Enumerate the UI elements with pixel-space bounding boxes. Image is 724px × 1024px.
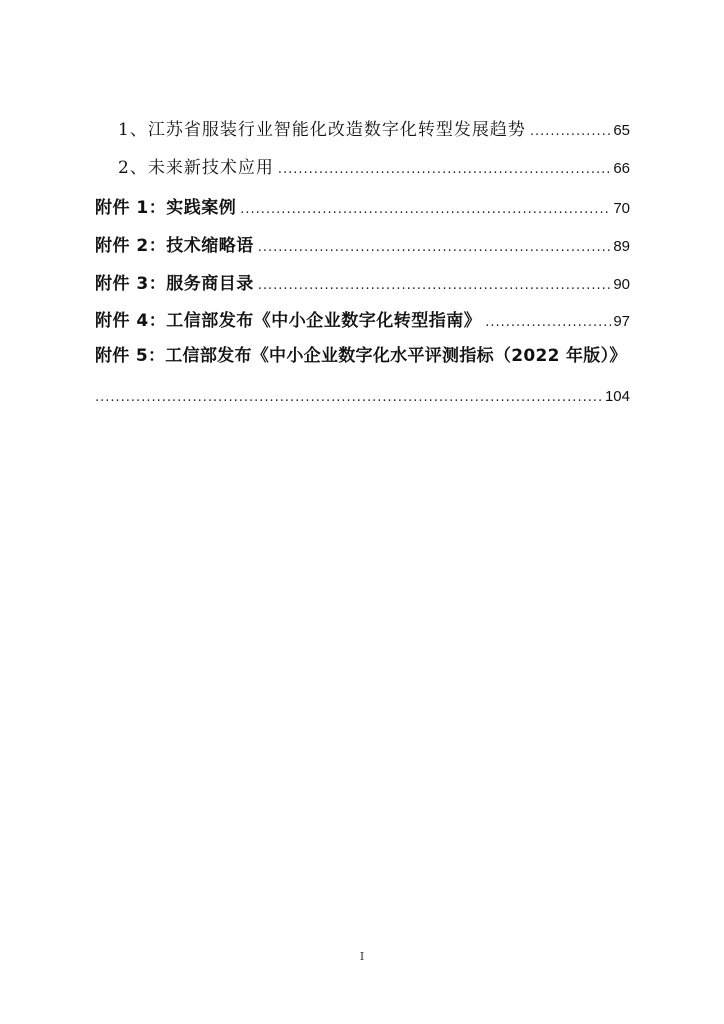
toc-entry-trend[interactable] [118, 119, 630, 143]
toc-entry-new-tech[interactable] [118, 157, 630, 181]
toc-entry-appendix-1[interactable] [95, 197, 630, 221]
toc-entry-page: 90 [613, 276, 630, 293]
toc-entry-appendix-2[interactable] [95, 235, 630, 259]
toc-entry-title: 附件 1：实践案例 [95, 198, 237, 218]
toc-entry-title: 2、未来新技术应用 [118, 158, 274, 178]
dot-leader [530, 121, 611, 143]
dot-leader [258, 275, 612, 297]
toc-entry-appendix-4[interactable] [95, 310, 630, 334]
page-number: I [359, 950, 365, 963]
toc-entry-page: 66 [613, 160, 630, 177]
toc-entry-appendix-3[interactable] [95, 273, 630, 297]
toc-entry-appendix-5[interactable] [95, 386, 630, 409]
dot-leader [95, 387, 603, 409]
toc-entry-title: 附件 4：工信部发布《中小企业数字化转型指南》 [95, 311, 482, 331]
toc-entry-page: 70 [613, 200, 630, 217]
toc-entry-page: 65 [613, 122, 630, 139]
toc-entry-title: 附件 2：技术缩略语 [95, 236, 254, 256]
toc-entry-title: 附件 3：服务商目录 [95, 274, 254, 294]
toc-entry-title: 1、江苏省服装行业智能化改造数字化转型发展趋势 [118, 120, 526, 140]
toc-entry-page: 104 [604, 388, 630, 405]
dot-leader [240, 199, 611, 221]
toc-entry-appendix-5-title[interactable]: 附件 5：工信部发布《中小企业数字化水平评测指标（2022 年版）》 [95, 346, 627, 366]
toc-entry-page: 89 [613, 238, 630, 255]
toc-entry-page: 97 [613, 313, 630, 330]
dot-leader [485, 312, 611, 334]
dot-leader [258, 237, 612, 259]
dot-leader [278, 159, 611, 181]
